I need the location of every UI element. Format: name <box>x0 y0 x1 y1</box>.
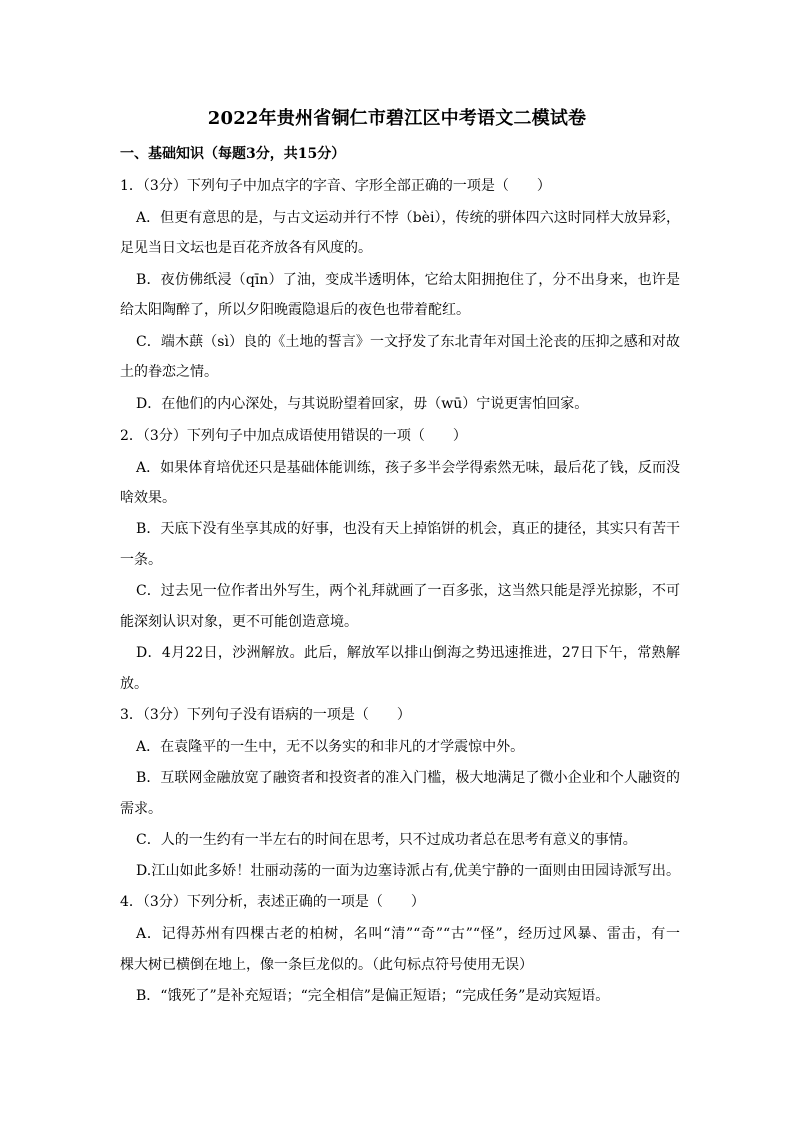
question-2-stem: 2．（3分）下列句子中加点成语使用错误的一项（ ） <box>120 428 467 444</box>
question-2-option-c-cont: 能深刻认识对象，更不可能创造意境。 <box>120 614 358 630</box>
question-1-option-a-cont: 足见当日文坛也是百花齐放各有风度的。 <box>120 240 372 256</box>
question-3-option-b-cont: 需求。 <box>120 801 162 817</box>
question-1-option-d: D．在他们的内心深处，与其说盼望着回家，毋（wū）宁说更害怕回家。 <box>136 396 589 412</box>
question-1-option-c-cont: 土的眷恋之情。 <box>120 364 218 380</box>
question-3-option-c: C．人的一生约有一半左右的时间在思考，只不过成功者总在思考有意义的事情。 <box>136 832 637 848</box>
question-1-option-b: B．夜仿佛纸浸（qīn）了油，变成半透明体，它给太阳拥抱住了，分不出身来，也许是 <box>136 272 680 288</box>
question-3-option-b: B．互联网金融放宽了融资者和投资者的准入门槛，极大地满足了微小企业和个人融资的 <box>136 770 680 786</box>
page-title: 2022年贵州省铜仁市碧江区中考语文二模试卷 <box>207 108 587 129</box>
question-3-stem: 3．（3分）下列句子没有语病的一项是（ ） <box>120 707 411 723</box>
question-3-option-a: A．在袁隆平的一生中，无不以务实的和非凡的才学震惊中外。 <box>136 739 525 755</box>
question-1-stem: 1．（3分）下列句子中加点字的字音、字形全部正确的一项是（ ） <box>120 178 551 194</box>
question-1-option-a: A．但更有意思的是，与古文运动并行不悖（bèi），传统的骈体四六这时同样大放异彩， <box>136 210 680 226</box>
question-2-option-c: C．过去见一位作者出外写生，两个礼拜就画了一百多张，这当然只能是浮光掠影，不可 <box>136 583 680 599</box>
question-2-option-b: B．天底下没有坐享其成的好事，也没有天上掉馅饼的机会，真正的捷径，其实只有苦干 <box>136 521 680 537</box>
question-2-option-a: A．如果体育培优还只是基础体能训练，孩子多半会学得索然无味，最后花了钱，反而没 <box>136 460 680 476</box>
question-2-option-a-cont: 啥效果。 <box>120 490 176 506</box>
question-4-option-a-cont: 棵大树已横倒在地上，像一条巨龙似的。（此句标点符号使用无误） <box>120 957 533 973</box>
question-4-stem: 4．（3分）下列分析，表述正确的一项是（ ） <box>120 894 425 910</box>
question-4-option-b: B．“饿死了”是补充短语；“完全相信”是偏正短语；“完成任务”是动宾短语。 <box>136 988 610 1004</box>
question-2-option-d-cont: 放。 <box>120 676 148 692</box>
section-heading: 一、基础知识（每题3分，共15分） <box>120 146 346 162</box>
question-1-option-b-cont: 给太阳陶醉了，所以夕阳晚霞隐退后的夜色也带着酡红。 <box>120 302 470 318</box>
question-3-option-d: D.江山如此多娇！壮丽动荡的一面为边塞诗派占有,优美宁静的一面则由田园诗派写出。 <box>136 863 680 879</box>
question-4-option-a: A．记得苏州有四棵古老的柏树，名叫“清”“奇”“古”“怪”，经历过风暴、雷击，有一 <box>136 926 680 942</box>
question-1-option-c: C．端木蕻（sì）良的《土地的誓言》一文抒发了东北青年对国土沦丧的压抑之感和对故 <box>136 334 680 350</box>
question-2-option-d: D．4月22日，沙洲解放。此后，解放军以排山倒海之势迅速推进，27日下午，常熟解 <box>136 645 680 661</box>
question-2-option-b-cont: 一条。 <box>120 552 162 568</box>
